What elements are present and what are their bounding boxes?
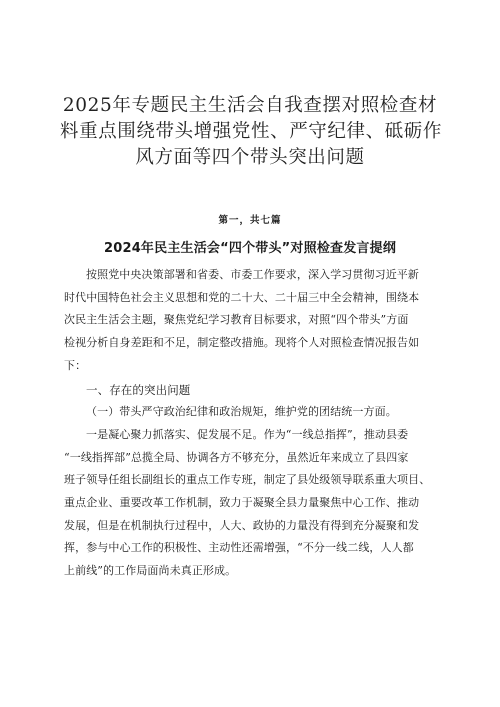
text-line: 班子领导任组长副组长的重点工作专班，制定了县处级领导联系重大项目、 bbox=[64, 473, 431, 487]
text-line: 下： bbox=[64, 358, 87, 372]
text-line: 次民主生活会主题，聚焦党纪学习教育目标要求，对照“四个带头”方面 bbox=[64, 313, 409, 327]
text-line: 重点企业、重要改革工作机制，致力于凝聚全县力量聚焦中心工作、推动 bbox=[64, 496, 420, 510]
document-subtitle: 2024年民主生活会“四个带头”对照检查发言提纲 bbox=[103, 241, 397, 256]
point-paragraph bbox=[64, 424, 438, 583]
section-label: 第一，共七篇 bbox=[218, 215, 282, 226]
text-line: 时代中国特色社会主义思想和党的二十大、二十届三中全会精神，围绕本 bbox=[64, 290, 420, 304]
text-line: 一是凝心聚力抓落实、促发展不足。作为“一线总指挥”，推动县委 bbox=[86, 427, 409, 441]
section-heading: 一、存在的突出问题 bbox=[86, 382, 191, 397]
intro-paragraph bbox=[64, 264, 438, 378]
document-title bbox=[60, 93, 443, 171]
text-line: 发展，但是在机制执行过程中，人大、政协的力量没有得到充分凝聚和发 bbox=[64, 518, 420, 532]
sub-heading bbox=[64, 401, 438, 424]
title-line: 料重点围绕带头增强党性、严守纪律、砥砺作 bbox=[60, 121, 443, 142]
text-line: 挥，参与中心工作的积极性、主动性还需增强，“不分一线二线，人人都 bbox=[64, 541, 414, 555]
text-line: 上前线”的工作局面尚未真正形成。 bbox=[64, 564, 237, 578]
text-line: “一线指挥部”总揽全局、协调各方不够充分，虽然近年来成立了县四家 bbox=[64, 450, 409, 464]
document-body bbox=[64, 264, 438, 583]
text-line: 按照党中央决策部署和省委、市委工作要求，深入学习贯彻习近平新 bbox=[86, 268, 419, 281]
text-line: 检视分析自身差距和不足，制定整改措施。现将个人对照检查情况报告如 bbox=[64, 336, 420, 350]
title-line: 2025年专题民主生活会自我查摆对照检查材 bbox=[62, 95, 438, 116]
text-line: （一）带头严守政治纪律和政治规矩，维护党的团结统一方面。 bbox=[86, 405, 397, 419]
title-line: 风方面等四个带头突出问题 bbox=[135, 147, 365, 168]
